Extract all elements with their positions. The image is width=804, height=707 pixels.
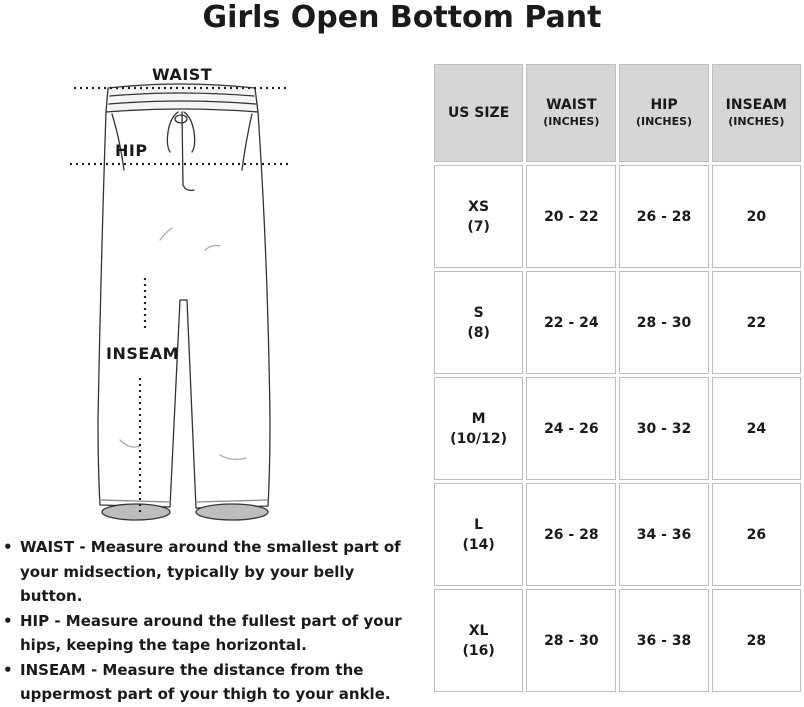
table-row — [434, 271, 801, 374]
measurement-instructions — [0, 535, 420, 707]
inseam-cell: 22 — [712, 271, 801, 374]
size-cell: L (14) — [434, 483, 523, 586]
hip-instruction: • HIP - Measure around the fullest part of your hips, keeping the tape horizontal. — [0, 609, 420, 658]
inseam-cell: 24 — [712, 377, 801, 480]
waist-label: WAIST — [152, 65, 213, 84]
table-header-row — [434, 64, 801, 162]
header-hip: HIP (INCHES) — [619, 64, 708, 162]
waist-cell: 28 - 30 — [526, 589, 616, 692]
waist-cell: 26 - 28 — [526, 483, 616, 586]
size-chart-table — [431, 61, 804, 695]
inseam-cell: 20 — [712, 165, 801, 268]
waist-cell: 20 - 22 — [526, 165, 616, 268]
page-title: Girls Open Bottom Pant — [202, 0, 602, 35]
waist-cell: 24 - 26 — [526, 377, 616, 480]
header-waist: WAIST (INCHES) — [526, 64, 616, 162]
hip-cell: 28 - 30 — [619, 271, 708, 374]
inseam-cell: 26 — [712, 483, 801, 586]
waist-cell: 22 - 24 — [526, 271, 616, 374]
header-us-size: US SIZE — [434, 64, 523, 162]
inseam-instruction: • INSEAM - Measure the distance from the uppermost part of your thigh to your ankle. — [0, 658, 420, 707]
hip-cell: 36 - 38 — [619, 589, 708, 692]
header-inseam: INSEAM (INCHES) — [712, 64, 801, 162]
table-row — [434, 589, 801, 692]
pant-illustration — [60, 60, 310, 530]
inseam-cell: 28 — [712, 589, 801, 692]
hip-cell: 34 - 36 — [619, 483, 708, 586]
hip-cell: 30 - 32 — [619, 377, 708, 480]
waist-instruction: • WAIST - Measure around the smallest part of your midsection, typically by your belly button. — [0, 535, 420, 609]
hip-label: HIP — [115, 141, 148, 160]
hip-cell: 26 - 28 — [619, 165, 708, 268]
inseam-label: INSEAM — [106, 344, 180, 363]
size-cell: XL (16) — [434, 589, 523, 692]
size-cell: M (10/12) — [434, 377, 523, 480]
table-row — [434, 165, 801, 268]
size-cell: S (8) — [434, 271, 523, 374]
size-cell: XS (7) — [434, 165, 523, 268]
table-row — [434, 483, 801, 586]
table-row — [434, 377, 801, 480]
